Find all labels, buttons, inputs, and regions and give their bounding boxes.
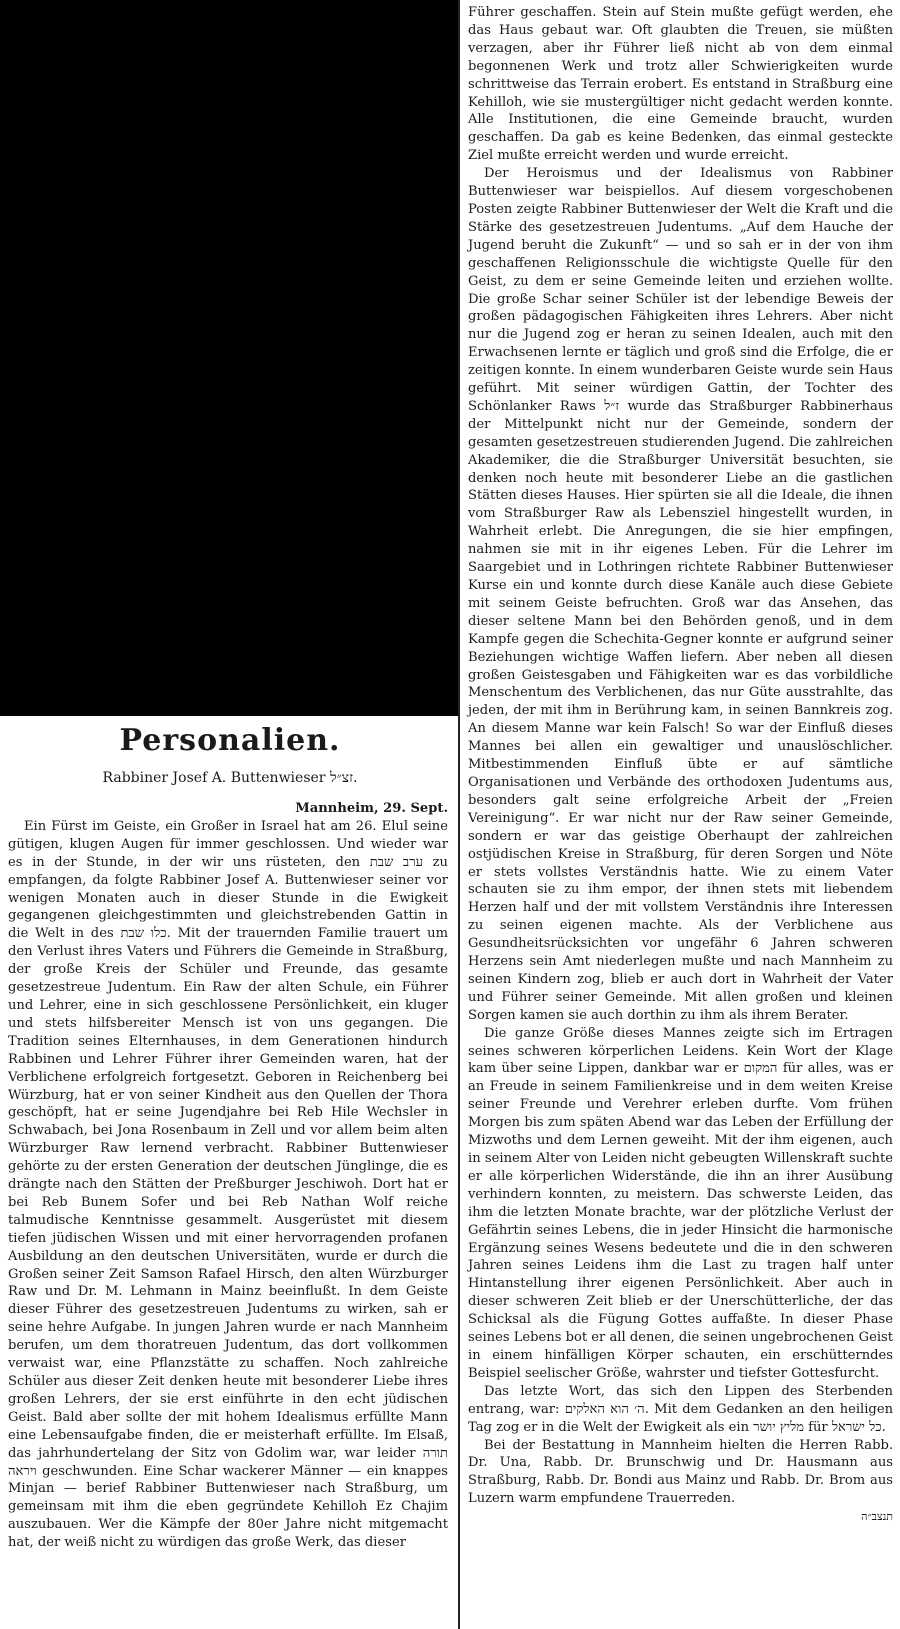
signature: תנצב״ה	[861, 1510, 893, 1524]
paragraph: Ein Fürst im Geiste, ein Großer in Israel hat am 26. Elul seine gütigen, klugen Augen für immer geschlossen. Und wieder war es in der Stunde, in der wir uns rüsteten, den ערב שבת zu empfangen, da folgte Rabbiner Josef A. Buttenwieser seiner vor wenigen Monaten auch in dieser Stunde in die Ewigkeit gegangenen gleichgestimmten und gleichstrebenden Gattin in die Welt in des כלו שבת. Mit der trauernden Familie trauert um den Verlust ihres Vaters und Führers die Gemeinde in Straßburg, der große Kreis der Schüler und Freunde, das gesamte gesetzestreue Judentum. Ein Raw der alten Schule, ein Führer und Lehrer, eine in sich geschlossene Persönlichkeit, ein kluger und stets hilfsbereiter Mensch ist von uns gegangen. Die Tradition seines Elternhauses, in dem Generationen hindurch Rabbinen und Lehrer Führer ihrer Gemeinden waren, hat der Verblichene erfolgreich fortgesetzt. Geboren in Reichenberg bei Würzburg, hat er von seiner Kindheit aus den Quellen der Thora geschöpft, hat er seine Jugendjahre bei Reb Hile Wechsler in Schwabach, bei Jona Rosenbaum in Zell und vor allem beim alten Würzburger Raw lernend verbracht. Rabbiner Buttenwieser gehörte zu der ersten Generation der deutschen Jünglinge, die es drängte nach den Stätten der Preßburger Jeschiwoh. Dort hat er bei Reb Bunem Sofer und bei Reb Nathan Wolf reiche talmudische Kenntnisse gesammelt. Ausgerüstet mit diesem tiefen jüdischen Wissen und mit einer hervorragenden profanen Ausbildung an den deutschen Universitäten, wurde er durch die Großen seiner Zeit Samson Rafael Hirsch, den alten Würzburger Raw und Dr. M. Lehmann in Mainz beeinflußt. In dem Geiste dieser Führer des gesetzestreuen Judentums zu wirken, sah er seine hehre Aufgabe. In jungen Jahren wurde er nach Mannheim berufen, um dem thoratreuen Judentum, das dort vollkommen verwaist war, eine Pflanzstätte zu schaffen. Noch zahlreiche Schüler aus dieser Zeit denken heute mit besonderer Liebe ihres großen Lehrers, der sie erst einführte in den echt jüdischen Geist. Bald aber sollte der mit hohem Idealismus erfüllte Mann eine Lebensaufgabe finden, die er meisterhaft erfüllte. Im Elsaß, das jahrhundertelang der Sitz von Gdolim war, war leider תורה ויראה geschwunden. Eine Schar wackerer Männer — ein knappes Minjan — berief Rabbiner Buttenwieser nach Straßburg, um gemeinsam mit ihm die eben gegründete Kehilloh Ez Chajim auszubauen. Wer die Kämpfe der 80er Jahre nicht mitgemacht hat, der weiß nicht zu würdigen das große Werk, das dieser	[8, 818, 448, 1551]
dateline: Mannheim, 29. Sept.	[295, 801, 448, 816]
paragraph: Der Heroismus und der Idealismus von Rabbiner Buttenwieser war beispiellos. Auf diesem vorgeschobenen Posten zeigte Rabbiner Buttenwieser der Welt die Kraft und die Stärke des gesetzestreuen Judentums. „Auf dem Hauche der Jugend beruht die Zukunft“ — und so sah er in der von ihm geschaffenen Religionsschule die wichtigste Quelle für den Geist, zu dem er seine Gemeinde leiten und erziehen wollte. Die große Schar seiner Schüler ist der lebendige Beweis der großen pädagogischen Fähigkeiten ihres Lehrers. Aber nicht nur die Jugend zog er heran zu seinen Idealen, auch mit den Erwachsenen lernte er täglich und groß sind die Erfolge, die er zeitigen konnte. In einem wunderbaren Geiste wurde sein Haus geführt. Mit seiner würdigen Gattin, der Tochter des Schönlanker Raws ז״ל wurde das Straßburger Rabbinerhaus der Mittelpunkt nicht nur der Gemeinde, sondern der gesamten gesetzestreuen studierenden Jugend. Die zahlreichen Akademiker, die die Straßburger Universität besuchten, sie denken noch heute mit besonderer Liebe an die gastlichen Stätten dieses Hauses. Hier spürten sie all die Ideale, die ihnen vom Straßburger Raw als Lebensziel hingestellt wurden, in Wahrheit erlebt. Die Anregungen, die sie hier empfingen, nahmen sie mit in ihr eigenes Leben. Für die Lehrer im Saargebiet und in Lothringen richtete Rabbiner Buttenwieser Kurse ein und konnte durch diese Kanäle auch diese Gebiete mit seinem Geiste befruchten. Groß war das Ansehen, das dieser seltene Mann bei den Behörden genoß, und in dem Kampfe gegen die Schechita-Gegner konnte er aufgrund seiner Beziehungen wichtige Waffen liefern. Aber neben all diesen großen Geistesgaben und Fähigkeiten war es das vorbildliche Menschentum des Verblichenen, das nur Güte ausstrahlte, das jeden, der mit ihm in Berührung kam, in seinen Bannkreis zog. An diesem Manne war kein Falsch! So war der Einfluß dieses Mannes bei allen ein gewaltiger und unauslöschlicher. Mitbestimmenden Einfluß übte er auf sämtliche Organisationen und Verbände des orthodoxen Judentums aus, besonders galt seine erfolgreiche Arbeit der „Freien Vereinigung“. Er war nicht nur der Raw seiner Gemeinde, sondern er war das geistige Oberhaupt der zahlreichen ostjüdischen Kreise in Straßburg, für deren Sorgen und Nöte er stets vollstes Verständnis hatte. Wie zu einem Vater schauten sie zu ihm empor, der ihnen stets mit liebendem Herzen half und der mit vollstem Verständnis ihre Interessen zu seinen eigenen machte. Als der Verblichene aus Gesundheitsrücksichten vor ungefähr 6 Jahren schweren Herzens sein Amt niederlegen mußte und nach Mannheim zu seinen Kindern zog, blieb er auch dort in Wahrheit der Vater und Führer seiner Gemeinde. Mit allen großen und kleinen Sorgen kamen sie auch dorthin zu ihm als ihrem Berater.	[468, 166, 894, 1023]
article-title: Personalien.	[119, 723, 341, 758]
paragraph: Das letzte Wort, das sich den Lippen des Sterbenden entrang, war: ה׳ הוא האלקים. Mit dem Gedanken an den heiligen Tag zog er in die Welt der Ewigkeit als ein מליץ יושר für כל ישראל.	[468, 1383, 893, 1435]
column-rule	[458, 0, 460, 1629]
black-masked-region	[0, 0, 460, 716]
right-column	[468, 4, 893, 1526]
paragraph: Bei der Bestattung in Mannheim hielten die Herren Rabb. Dr. Una, Rabb. Dr. Brunschwig und Dr. Hausmann aus Straßburg, Rabb. Dr. Bondi aus Mainz und Rabb. Dr. Brom aus Luzern warm empfundene Trauerreden.	[468, 1437, 893, 1507]
article-subtitle: Rabbiner Josef A. Buttenwieser זצ״ל.	[102, 770, 358, 786]
left-column	[8, 800, 448, 1552]
paragraph: Führer geschaffen. Stein auf Stein mußte gefügt werden, ehe das Haus gebaut war. Oft glaubten die Treuen, sie müßten verzagen, aber ihr Führer ließ nicht ab von dem einmal begonnenen Werk und trotz aller Schwierigkeiten wurde schrittweise das Terrain erobert. Es entstand in Straßburg eine Kehilloh, wie sie mustergültiger nicht gedacht werden konnte. Alle Institutionen, die eine Gemeinde braucht, wurden geschaffen. Da gab es keine Bedenken, das einmal gesteckte Ziel mußte erreicht werden und wurde erreicht.	[468, 5, 893, 164]
paragraph: Die ganze Größe dieses Mannes zeigte sich im Ertragen seines schweren körperlichen Leidens. Kein Wort der Klage kam über seine Lippen, dankbar war er המקום für alles, was er an Freude in seinem Familienkreise und in dem weiten Kreise seiner Freunde und Verehrer erleben durfte. Vom frühen Morgen bis zum späten Abend war das Leben der Erfüllung der Mizwoths und dem Lernen geweiht. Mit der ihm eigenen, auch in seinem Alter von Leiden nicht gebeugten Willenskraft suchte er alle körperlichen Widerstände, die ihn an ihrer Ausübung verhindern konnten, zu meistern. Das schwerste Leiden, das ihm die letzten Monate brachte, war der plötzliche Verlust der Gefährtin seines Lebens, die in jeder Hinsicht die harmonische Ergänzung seines Wesens bedeutete und die in den schweren Jahren seines Leidens ihm die Last zu tragen half unter Hintanstellung ihrer eigenen Persönlichkeit. Aber auch in dieser schweren Zeit blieb er der Unerschütterliche, der das Schicksal als die Fügung Gottes auffaßte. In dieser Phase seines Lebens bot er all denen, die seinen ungebrochenen Geist in einem hinfälligen Körper schauten, ein erschütterndes Beispiel seelischer Größe, wahrster und tiefster Gottesfurcht.	[468, 1025, 893, 1381]
